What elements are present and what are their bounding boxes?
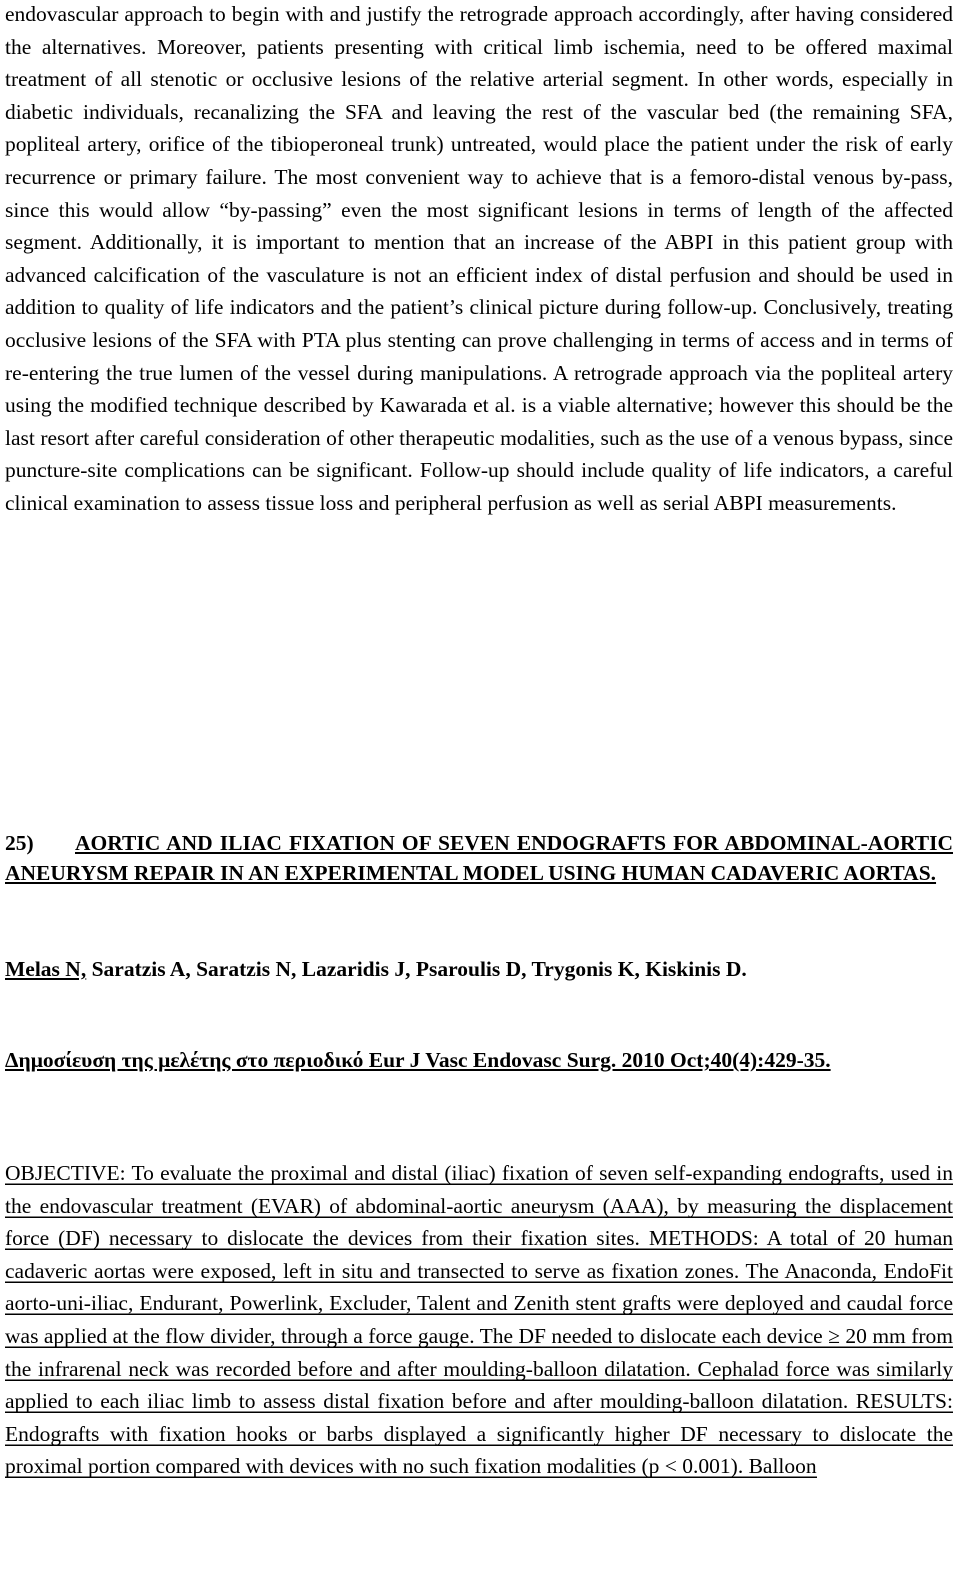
- article-title: AORTIC AND ILIAC FIXATION OF SEVEN ENDOGRAFTS FOR ABDOMINAL-AORTIC ANEURYSM REPAIR IN AN EXPERIMENTAL MODEL USING HUMAN CADAVERIC AORTAS.: [5, 831, 953, 885]
- other-authors: Saratzis A, Saratzis N, Lazaridis J, Psaroulis D, Trygonis K, Kiskinis D.: [86, 957, 747, 981]
- abstract-text: OBJECTIVE: To evaluate the proximal and distal (iliac) fixation of seven self-expanding endografts, used in the endovascular treatment (EVAR) of abdominal-aortic aneurysm (AAA), by measuring the displacement force (DF) necessary to dislocate the devices from their fixation sites. METHODS: A total of 20 human cadaveric aortas were exposed, left in situ and transected to serve as fixation zones. The Anaconda, EndoFit aorto-uni-iliac, Endurant, Powerlink, Excluder, Talent and Zenith stent grafts were deployed and caudal force was applied at the flow divider, through a force gauge. The DF needed to dislocate each device ≥ 20 mm from the infrarenal neck was recorded before and after moulding-balloon dilatation. Cephalad force was similarly applied to each iliac limb to assess distal fixation before and after moulding-balloon dilatation. RESULTS: Endografts with fixation hooks or barbs displayed a significantly higher DF necessary to dislocate the proximal portion compared with devices with no such fixation modalities (p < 0.001). Balloon: [5, 1161, 953, 1479]
- article-number: 25): [5, 831, 34, 855]
- article-authors: [5, 954, 953, 984]
- publication-citation: Δημοσίευση της μελέτης στο περιοδικό Eur J Vasc Endovasc Surg. 2010 Oct;40(4):429-35.: [5, 1048, 831, 1072]
- body-paragraph: endovascular approach to begin with and justify the retrograde approach accordingly, after having considered the alternatives. Moreover, patients presenting with critical limb ischemia, need to be offered maximal treatment of all stenotic or occlusive lesions of the relative arterial segment. In other words, especially in diabetic individuals, recanalizing the SFA and leaving the rest of the vascular bed (the remaining SFA, popliteal artery, orifice of the tibioperoneal trunk) untreated, would place the patient under the risk of early recurrence or primary failure. The most convenient way to achieve that is a femoro-distal venous by-pass, since this would allow “by-passing” even the most significant lesions in terms of length of the affected segment. Additionally, it is important to mention that an increase of the ABPI in this patient group with advanced calcification of the vasculature is not an efficient index of distal perfusion and should be used in addition to quality of life indicators and the patient’s clinical picture during follow-up. Conclusively, treating occlusive lesions of the SFA with PTA plus stenting can prove challenging in terms of access and in terms of re-entering the true lumen of the vessel during manipulations. A retrograde approach via the popliteal artery using the modified technique described by Kawarada et al. is a viable alternative; however this should be the last resort after careful consideration of other therapeutic modalities, such as the use of a venous bypass, since puncture-site complications can be significant. Follow-up should include quality of life indicators, a careful clinical examination to assess tissue loss and peripheral perfusion as well as serial ABPI measurements.: [5, 2, 953, 515]
- article-heading: [5, 828, 953, 888]
- first-author: Melas N,: [5, 957, 87, 981]
- document-page: [5, 0, 953, 520]
- publication-info: [5, 1045, 953, 1076]
- article-abstract: [5, 1157, 953, 1483]
